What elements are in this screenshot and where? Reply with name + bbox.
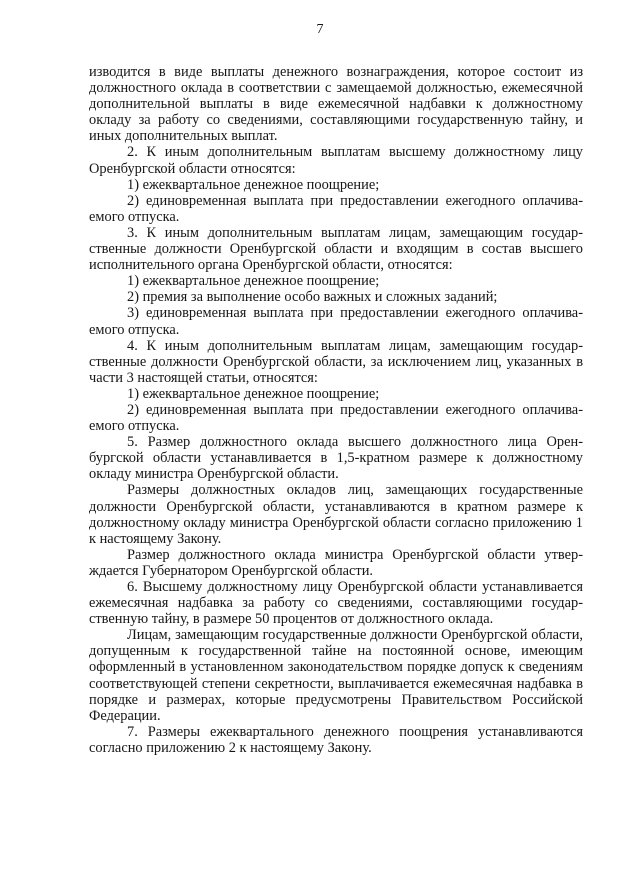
paragraph-continuation: изводится в виде выплаты денежного вознаграждения, которое состоит из должностного оклада в соответствии с замещаемой должностью, ежемесячной дополнительной выплаты в виде ежемесячной надбавки к должностному окладу за работу со сведениями, составляющими государственную тайну, и иных дополнительных выплат. <box>89 64 583 145</box>
page-number: 7 <box>316 22 324 37</box>
paragraph: Размер должностного оклада министра Оренбургской области утверждается Губернатором Оренбургской области. <box>89 546 583 579</box>
list-item: 1) ежеквартальное денежное поощрение; <box>127 385 380 402</box>
paragraph-item-3: 3. К иным дополнительным выплатам лицам, замещающим государственные должности Оренбургской области и входящим в состав высшего исполнительного органа Оренбургской области, относятся: <box>89 224 583 274</box>
list-item: 1) ежеквартальное денежное поощрение; <box>127 273 380 290</box>
paragraph-item-4: 4. К иным дополнительным выплатам лицам, замещающим государственные должности Оренбургской области, за исключением лиц, указанных в части 3 настоящей статьи, относятся: <box>89 337 583 386</box>
list-item: 2) единовременная выплата при предоставлении ежегодного оплачиваемого отпуска. <box>89 401 583 435</box>
list-item: 3) единовременная выплата при предоставлении ежегодного оплачиваемого отпуска. <box>89 305 583 338</box>
paragraph-item-7: 7. Размеры ежеквартального денежного поощрения устанавливаются согласно приложению 2 к настоящему Закону. <box>89 723 583 756</box>
document-body <box>89 64 583 756</box>
paragraph: Лицам, замещающим государственные должности Оренбургской области, допущенным к государственной тайне на постоянной основе, имеющим оформленный в установленном законодательством порядке допуск к сведениям соответствующей степени секретности, выплачивается ежемесячная надбавка в порядке и размерах, которые предусмотрены Правительством Российской Федерации. <box>89 627 583 724</box>
paragraph-item-6: 6. Высшему должностному лицу Оренбургской области устанавливается ежемесячная надбавка за работу со сведениями, составляющими государственную тайну, в размере 50 процентов от должностного оклада. <box>89 579 583 628</box>
list-item: 1) ежеквартальное денежное поощрение; <box>127 176 380 193</box>
list-item: 2) единовременная выплата при предоставлении ежегодного оплачиваемого отпуска. <box>89 192 583 225</box>
paragraph-item-2: 2. К иным дополнительным выплатам высшему должностному лицу Оренбургской области относятся: <box>89 144 583 177</box>
paragraph: Размеры должностных окладов лиц, замещающих государственные должности Оренбургской области, устанавливаются в кратном размере к должностному окладу министра Оренбургской области согласно приложению 1 к настоящему Закону. <box>89 482 583 547</box>
paragraph-item-5: 5. Размер должностного оклада высшего должностного лица Оренбургской области устанавливается в 1,5-кратном размере к должностному окладу министра Оренбургской области. <box>89 434 583 483</box>
list-item: 2) премия за выполнение особо важных и сложных заданий; <box>127 289 498 306</box>
